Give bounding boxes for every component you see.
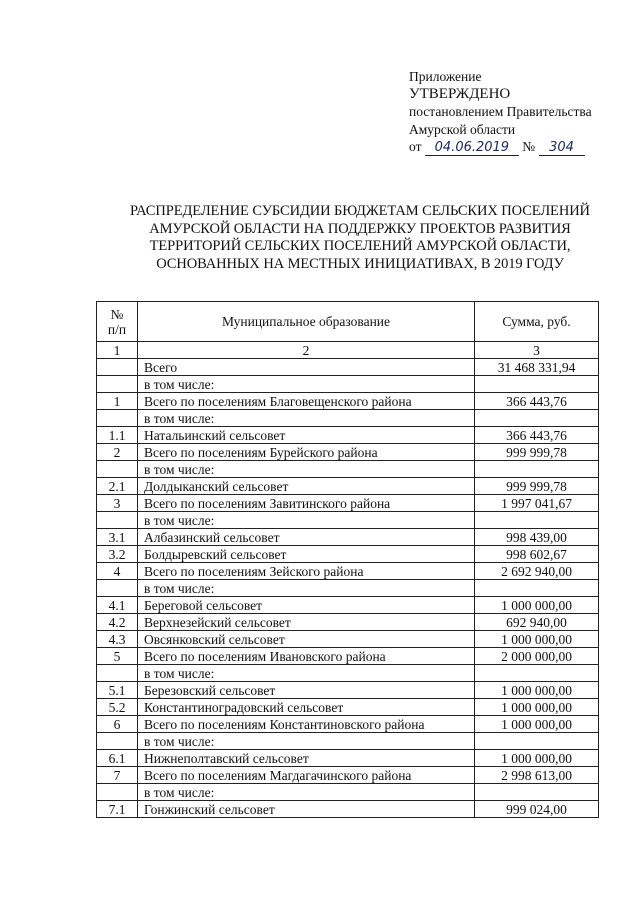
row-sum: 31 468 331,94 [475, 359, 599, 376]
column-index-row [97, 342, 599, 359]
row-number: 3.1 [97, 529, 138, 546]
table-row [97, 410, 599, 427]
row-number [97, 410, 138, 427]
row-municipality: Всего по поселениям Благовещенского района [138, 393, 475, 410]
row-sum: 998 439,00 [475, 529, 599, 546]
row-number: 6 [97, 716, 138, 733]
row-sum [475, 580, 599, 597]
header-sum-cell: Сумма, руб. [475, 302, 599, 342]
row-sum [475, 665, 599, 682]
title-line-4: ОСНОВАННЫХ НА МЕСТНЫХ ИНИЦИАТИВАХ, В 2019 ГОДУ [156, 255, 564, 272]
row-number: 6.1 [97, 750, 138, 767]
row-sum [475, 512, 599, 529]
row-municipality: Албазинский сельсовет [138, 529, 475, 546]
row-sum: 366 443,76 [475, 427, 599, 444]
index-cell-3: 3 [475, 342, 599, 359]
row-municipality: в том числе: [138, 665, 475, 682]
row-number: 4.3 [97, 631, 138, 648]
row-sum: 1 000 000,00 [475, 631, 599, 648]
title-line-3: ТЕРРИТОРИЙ СЕЛЬСКИХ ПОСЕЛЕНИЙ АМУРСКОЙ ОБЛАСТИ, [149, 238, 571, 254]
row-municipality: Всего по поселениям Завитинского района [138, 495, 475, 512]
region-label: Амурской области [409, 121, 516, 137]
row-sum: 2 000 000,00 [475, 648, 599, 665]
row-municipality: Всего по поселениям Бурейского района [138, 444, 475, 461]
row-sum: 999 999,78 [475, 478, 599, 495]
row-number [97, 512, 138, 529]
table-row [97, 512, 599, 529]
row-municipality: Болдыревский сельсовет [138, 546, 475, 563]
row-sum: 1 997 041,67 [475, 495, 599, 512]
index-cell-1: 1 [97, 342, 138, 359]
title-line-1: РАСПРЕДЕЛЕНИЕ СУБСИДИИ БЮДЖЕТАМ СЕЛЬСКИХ ПОСЕЛЕНИЙ [130, 203, 590, 219]
table-row [97, 444, 599, 461]
row-municipality: в том числе: [138, 784, 475, 801]
table-row [97, 478, 599, 495]
row-number [97, 359, 138, 376]
row-sum: 998 602,67 [475, 546, 599, 563]
date-prefix: от [409, 139, 422, 154]
row-sum: 2 692 940,00 [475, 563, 599, 580]
row-number [97, 784, 138, 801]
table-row [97, 733, 599, 750]
table-row [97, 495, 599, 512]
row-municipality: Гонжинский сельсовет [138, 801, 475, 818]
table-row [97, 682, 599, 699]
row-sum [475, 461, 599, 478]
table-row [97, 359, 599, 376]
row-sum [475, 733, 599, 750]
row-sum: 999 999,78 [475, 444, 599, 461]
row-municipality: в том числе: [138, 580, 475, 597]
row-municipality: Верхнезейский сельсовет [138, 614, 475, 631]
row-number: 4.1 [97, 597, 138, 614]
row-municipality: Всего по поселениям Ивановского района [138, 648, 475, 665]
row-number: 5.2 [97, 699, 138, 716]
row-number: 2 [97, 444, 138, 461]
table-row [97, 529, 599, 546]
row-municipality: Всего по поселениям Константиновского района [138, 716, 475, 733]
row-municipality: в том числе: [138, 376, 475, 393]
row-number: 1.1 [97, 427, 138, 444]
row-number [97, 580, 138, 597]
handwritten-date: 04.06.2019 [425, 141, 519, 156]
row-municipality: Константиноградовский сельсовет [138, 699, 475, 716]
row-municipality: Березовский сельсовет [138, 682, 475, 699]
row-sum: 1 000 000,00 [475, 597, 599, 614]
table-row [97, 784, 599, 801]
row-sum: 999 024,00 [475, 801, 599, 818]
table-row [97, 665, 599, 682]
table-row [97, 631, 599, 648]
handwritten-number: 304 [539, 141, 585, 156]
table-row [97, 563, 599, 580]
row-number: 7 [97, 767, 138, 784]
row-municipality: в том числе: [138, 461, 475, 478]
row-sum: 1 000 000,00 [475, 682, 599, 699]
row-municipality: Береговой сельсовет [138, 597, 475, 614]
row-sum [475, 410, 599, 427]
row-number: 3.2 [97, 546, 138, 563]
table-row [97, 546, 599, 563]
document-title [100, 203, 620, 273]
table-row [97, 801, 599, 818]
row-sum: 1 000 000,00 [475, 750, 599, 767]
row-municipality: Всего по поселениям Магдагачинского района [138, 767, 475, 784]
header-municipality-cell: Муниципальное образование [138, 302, 475, 342]
row-number: 3 [97, 495, 138, 512]
row-number: 4 [97, 563, 138, 580]
date-number-line [409, 138, 592, 156]
table-row [97, 580, 599, 597]
row-municipality: в том числе: [138, 410, 475, 427]
row-municipality: Долдыканский сельсовет [138, 478, 475, 495]
row-municipality: в том числе: [138, 733, 475, 750]
row-number: 5.1 [97, 682, 138, 699]
row-sum: 2 998 613,00 [475, 767, 599, 784]
title-line-2: АМУРСКОЙ ОБЛАСТИ НА ПОДДЕРЖКУ ПРОЕКТОВ РАЗВИТИЯ [149, 220, 571, 237]
header-number-pp: п/п [107, 321, 127, 337]
row-number [97, 461, 138, 478]
approval-block [409, 68, 592, 156]
table-row [97, 750, 599, 767]
table-row [97, 699, 599, 716]
row-number: 2.1 [97, 478, 138, 495]
row-number [97, 733, 138, 750]
row-number: 7.1 [97, 801, 138, 818]
table-row [97, 767, 599, 784]
appendix-label: Приложение [409, 69, 482, 84]
row-municipality: Натальинский сельсовет [138, 427, 475, 444]
table-row [97, 461, 599, 478]
row-number: 1 [97, 393, 138, 410]
row-sum: 692 940,00 [475, 614, 599, 631]
resolution-label: постановлением Правительства [409, 104, 592, 119]
row-municipality: Нижнеполтавский сельсовет [138, 750, 475, 767]
header-number-cell [97, 302, 138, 342]
row-municipality: в том числе: [138, 512, 475, 529]
row-number: 4.2 [97, 614, 138, 631]
row-number: 5 [97, 648, 138, 665]
table-row [97, 597, 599, 614]
table-row [97, 716, 599, 733]
row-municipality: Всего [138, 359, 475, 376]
number-prefix: № [522, 139, 536, 154]
table-row [97, 648, 599, 665]
row-municipality: Всего по поселениям Зейского района [138, 563, 475, 580]
table-header-row [97, 302, 599, 342]
row-sum: 1 000 000,00 [475, 716, 599, 733]
approved-label: УТВЕРЖДЕНО [409, 85, 511, 102]
row-sum [475, 376, 599, 393]
index-cell-2: 2 [138, 342, 475, 359]
table-row [97, 393, 599, 410]
subsidy-table [96, 301, 599, 818]
table-row [97, 376, 599, 393]
row-sum [475, 784, 599, 801]
row-sum: 366 443,76 [475, 393, 599, 410]
row-sum: 1 000 000,00 [475, 699, 599, 716]
table-row [97, 427, 599, 444]
header-number-sign: № [110, 306, 124, 322]
row-number [97, 376, 138, 393]
row-municipality: Овсянковский сельсовет [138, 631, 475, 648]
table-row [97, 614, 599, 631]
row-number [97, 665, 138, 682]
